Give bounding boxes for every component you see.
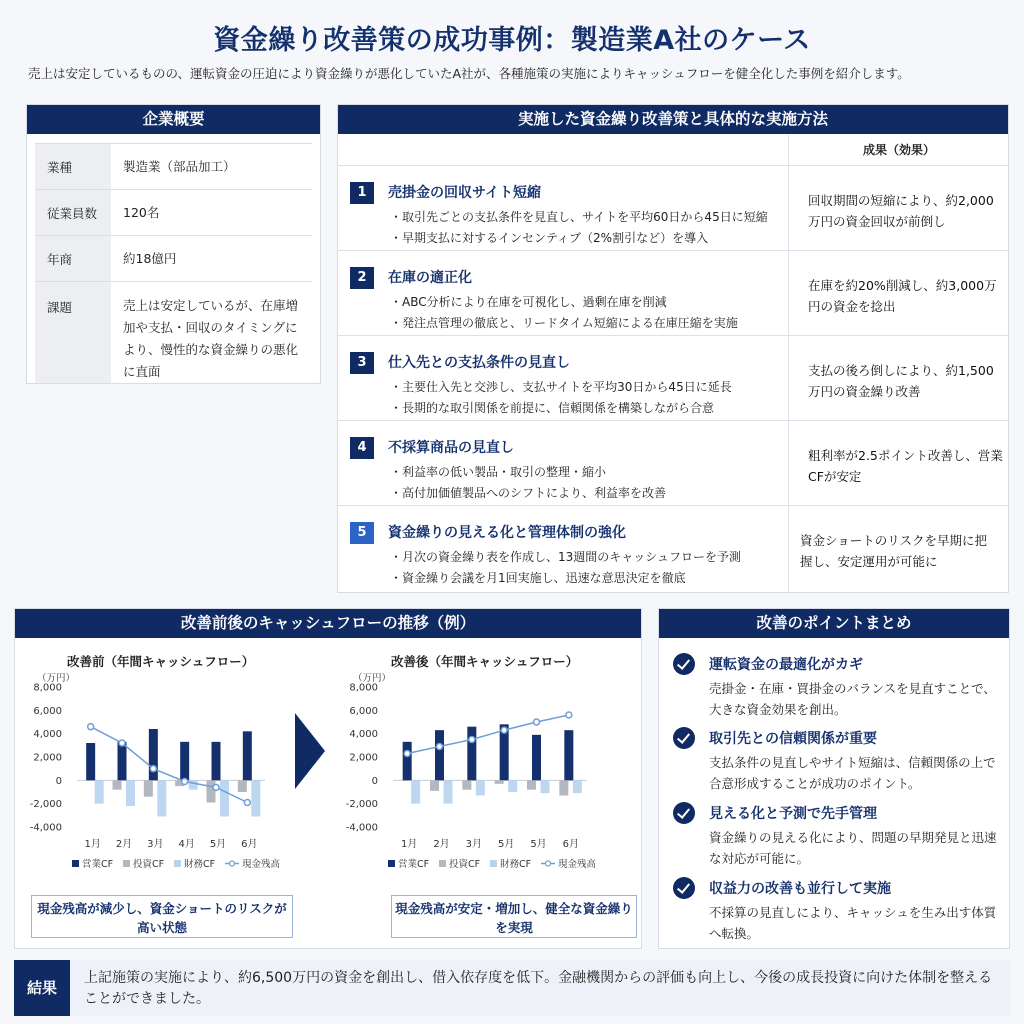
company-key: 従業員数 [35,190,111,235]
bar-operating-cf [149,729,158,780]
measure-number: 4 [350,437,374,459]
y-tick-label: 0 [371,775,378,787]
point-cash-balance [437,744,443,750]
measure-bullet: ・ABC分析により在庫を可視化し、過剰在庫を削減 [390,295,667,309]
check-circle-icon [673,727,695,749]
bar-investing-cf [527,780,536,789]
measure-number: 3 [350,352,374,374]
x-tick-label: 5月 [530,839,547,850]
y-axis-unit: （万円） [37,673,76,684]
measure-number: 5 [350,522,374,544]
measure-title: 資金繰りの見える化と管理体制の強化 [388,525,626,541]
measure-number: 2 [350,267,374,289]
point-cash-balance [213,784,219,790]
measure-bullet: ・高付加価値製品へのシフトにより、利益率を改善 [390,486,667,500]
cashflow-panel [14,608,642,949]
x-tick-label: 1月 [400,839,418,850]
measure-item [338,165,1008,250]
point-cash-balance [404,751,410,757]
bar-financing-cf [220,780,229,816]
measure-title: 不採算商品の見直し [388,440,514,456]
y-tick-label: 2,000 [349,752,378,764]
bar-operating-cf [467,727,476,781]
point-title: 見える化と予測で先手管理 [709,806,877,822]
y-tick-label: 2,000 [33,752,62,764]
measures-panel [337,104,1009,593]
x-tick-label: 1月 [84,839,101,850]
bar-operating-cf [564,730,573,780]
legend-label: 現金残高 [242,859,281,870]
measure-item [338,420,1008,505]
point-cash-balance [88,724,94,730]
bar-operating-cf [403,742,412,781]
y-tick-label: 6,000 [33,705,62,717]
check-circle-icon [673,877,695,899]
company-row-employees [35,189,312,235]
bar-investing-cf [144,780,153,796]
chart-before-title: 改善前（年間キャッシュフロー） [67,654,255,669]
measure-number: 1 [350,182,374,204]
point-body: 不採算の見直しにより、キャッシュを生み出す体質へ転換。 [709,905,997,941]
point-body: 資金繰りの見える化により、問題の早期発見と迅速な対応が可能に。 [709,830,997,866]
points-heading: 改善のポイントまとめ [659,609,1009,638]
measure-title: 売掛金の回収サイト短縮 [388,185,542,201]
legend-label: 財務CF [184,859,216,870]
point-cash-balance [150,766,156,772]
legend-swatch [174,860,181,867]
measure-item [338,335,1008,420]
result-label: 結果 [14,960,70,1016]
y-tick-label: 0 [55,775,62,787]
y-tick-label: 4,000 [33,729,62,741]
y-tick-label: 8,000 [33,682,62,694]
bar-investing-cf [495,780,504,784]
legend-label: 財務CF [500,859,532,870]
chart-after [333,672,639,912]
measure-result: 支払の後ろ倒しにより、約1,500万円の資金繰り改善 [808,363,994,399]
legend-swatch [123,860,130,867]
cashflow-heading: 改善前後のキャッシュフローの推移（例） [15,609,641,638]
chart-after-box [333,642,639,947]
measure-bullet: ・長期的な取引関係を前提に、信頼関係を構築しながら合意 [390,401,715,415]
bar-operating-cf [243,731,252,780]
y-tick-label: 4,000 [349,729,378,741]
measure-bullet: ・資金繰り会議を月1回実施し、迅速な意思決定を徹底 [390,571,686,585]
measure-bullet: ・月次の資金繰り表を作成し、13週間のキャッシュフローを予測 [390,550,742,564]
legend-label: 投資CF [449,859,481,870]
y-axis-unit: （万円） [353,673,392,684]
legend-swatch [490,860,497,867]
bar-investing-cf [559,780,568,795]
x-tick-label: 6月 [241,839,258,850]
point-cash-balance [469,737,475,743]
y-tick-label: 8,000 [349,682,378,694]
company-row-revenue [35,235,312,281]
measure-bullet: ・取引先ごとの支払条件を見直し、サイトを平均60日から45日に短縮 [390,210,768,224]
bar-operating-cf [435,730,444,780]
check-circle-icon [673,802,695,824]
y-tick-label: -2,000 [345,799,378,811]
chart-before-box [17,642,317,947]
point-title: 収益力の改善も並行して実施 [709,881,891,897]
measure-item [338,505,1008,590]
legend-line-marker [546,861,551,866]
arrow-right-icon [295,713,325,789]
measure-title: 在庫の適正化 [388,270,472,286]
y-tick-label: -4,000 [29,822,62,834]
bar-financing-cf [541,780,550,793]
x-tick-label: 3月 [465,839,483,850]
bar-financing-cf [126,780,135,806]
legend-label: 投資CF [133,859,165,870]
point-cash-balance [119,740,125,746]
bar-operating-cf [86,743,95,780]
company-key: 業種 [35,144,111,189]
chart-after-callout: 現金残高が安定・増加し、健全な資金繰りを実現 [391,895,637,938]
bar-investing-cf [207,780,216,802]
page-subtitle: 売上は安定しているものの、運転資金の圧迫により資金繰りが悪化していたA社が、各種施策の実施によりキャッシュフローを健全化した事例を紹介します。 [28,66,910,81]
bar-financing-cf [411,780,420,803]
y-tick-label: -4,000 [345,822,378,834]
bar-financing-cf [508,780,517,792]
company-overview-panel [26,104,321,384]
x-tick-label: 5月 [497,839,515,850]
bar-investing-cf [462,780,471,789]
line-cash-balance [91,727,248,803]
company-overview-heading: 企業概要 [27,105,320,134]
point-cash-balance [182,779,188,785]
company-value: 約18億円 [123,250,177,266]
chart-before-callout: 現金残高が減少し、資金ショートのリスクが高い状態 [31,895,293,938]
point-title: 運転資金の最適化がカギ [709,657,863,673]
bar-investing-cf [113,780,122,789]
line-cash-balance [407,715,569,754]
chart-after-title: 改善後（年間キャッシュフロー） [391,654,579,669]
legend-swatch [388,860,395,867]
measure-title: 仕入先との支払条件の見直し [388,355,570,371]
legend-line-marker [230,861,235,866]
bar-financing-cf [157,780,166,816]
bar-investing-cf [238,780,247,792]
company-value: 製造業（部品加工） [123,158,236,174]
measure-result: 資金ショートのリスクを早期に把握し、安定運用が可能に [800,533,988,569]
bar-investing-cf [430,780,439,791]
measure-bullet: ・早期支払に対するインセンティブ（2%割引など）を導入 [390,231,709,245]
legend-label: 営業CF [82,859,114,870]
measure-bullet: ・主要仕入先と交渉し、支払サイトを平均30日から45日に延長 [390,380,732,394]
company-value: 120名 [123,204,160,220]
measure-result: 回収期間の短縮により、約2,000万円の資金回収が前倒し [808,193,994,229]
page-title: 資金繰り改善策の成功事例：製造業A社のケース [213,25,811,56]
y-tick-label: 6,000 [349,705,378,717]
company-value: 売上は安定しているが、在庫増加や支払・回収のタイミングにより、慢性的な資金繰りの悪化に直面 [123,298,299,379]
company-key: 年商 [35,236,111,281]
bar-operating-cf [532,735,541,781]
bar-operating-cf [180,742,189,781]
chart-before [17,672,317,912]
measure-item [338,250,1008,335]
x-tick-label: 6月 [562,839,580,850]
x-tick-label: 3月 [147,839,164,850]
measure-bullet: ・利益率の低い製品・取引の整理・縮小 [390,465,607,479]
bar-financing-cf [95,780,104,803]
points-panel [658,608,1010,949]
result-bar [14,960,1010,1016]
x-tick-label: 4月 [178,839,195,850]
check-circle-icon [673,653,695,675]
measures-result-header: 成果（効果） [862,143,935,157]
point-cash-balance [244,800,250,806]
point-cash-balance [566,712,572,718]
measure-bullet: ・発注点管理の徹底と、リードタイム短縮による在庫圧縮を実施 [390,316,738,330]
measure-result: 在庫を約20%削減し、約3,000万円の資金を捻出 [808,278,997,314]
bar-operating-cf [118,742,127,781]
y-tick-label: -2,000 [29,799,62,811]
bar-financing-cf [573,780,582,793]
legend-label: 現金残高 [558,859,597,870]
point-body: 売掛金・在庫・買掛金のバランスを見直すことで、大きな資金効果を創出。 [709,681,996,717]
legend-label: 営業CF [398,859,430,870]
company-row-issue [35,281,312,384]
bar-financing-cf [476,780,485,795]
measures-heading: 実施した資金繰り改善策と具体的な実施方法 [338,105,1008,134]
point-body: 支払条件の見直しやサイト短縮は、信頼関係の上で合意形成することが成功のポイント。 [709,755,996,791]
company-row-industry [35,143,312,189]
bar-financing-cf [251,780,260,816]
x-tick-label: 2月 [433,839,450,850]
measure-result: 粗利率が2.5ポイント改善し、営業CFが安定 [808,448,1003,484]
legend-swatch [439,860,446,867]
legend-swatch [72,860,79,867]
bar-financing-cf [444,780,453,803]
company-table [35,143,312,384]
point-cash-balance [501,727,507,733]
point-cash-balance [534,719,540,725]
company-key: 課題 [35,282,111,383]
result-text: 上記施策の実施により、約6,500万円の資金を創出し、借入依存度を低下。金融機関からの評価も向上し、今後の成長投資に向けた体制を整えることができました。 [84,970,993,1007]
point-title: 取引先との信頼関係が重要 [709,731,877,747]
x-tick-label: 5月 [209,839,227,850]
x-tick-label: 2月 [115,839,133,850]
bar-operating-cf [212,742,221,781]
